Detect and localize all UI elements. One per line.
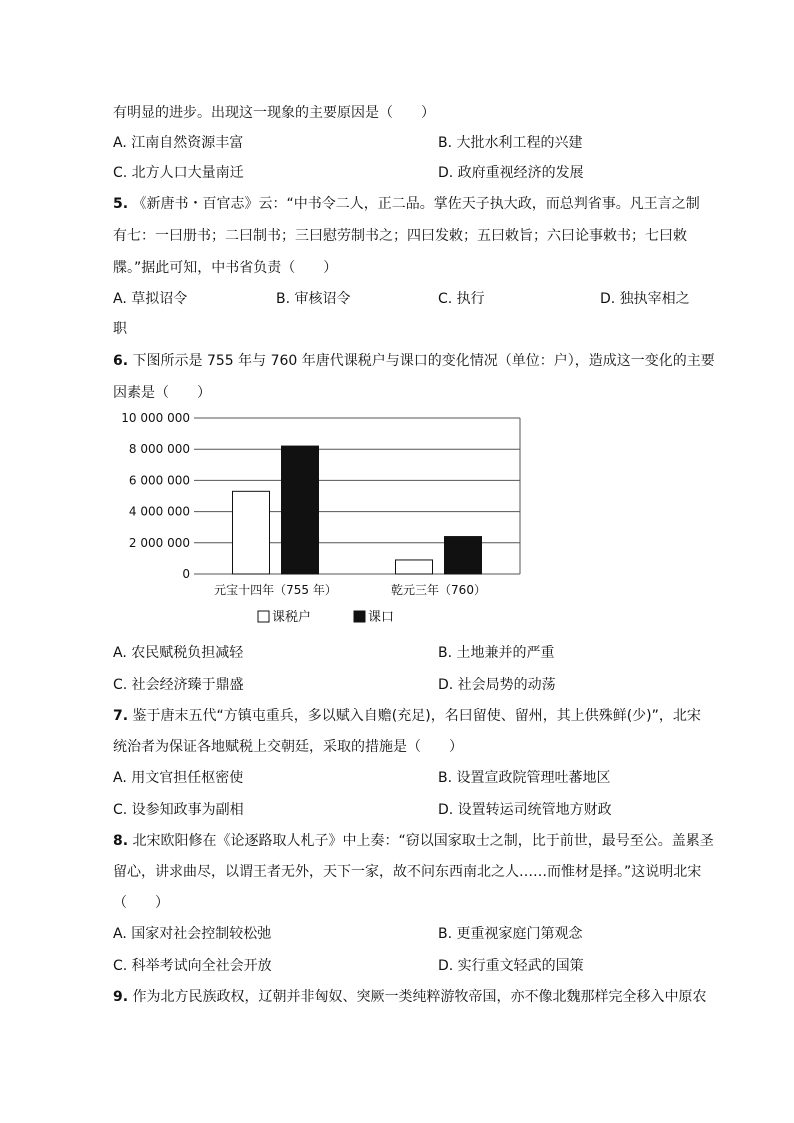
y-tick-label: 2 000 000 [128,535,190,550]
q6-option-d[interactable]: D. 社会局势的动荡 [438,677,556,693]
q6-stem-line1 [113,351,715,371]
q9-number: 9. [113,989,129,1005]
q5-option-a[interactable]: A. 草拟诏令 [113,291,188,307]
legend-label: 课税户 [272,610,312,625]
q5-option-b[interactable]: B. 审核诏令 [276,291,351,307]
q8-option-a[interactable]: A. 国家对社会控制较松弛 [113,926,272,942]
q7-number: 7. [113,708,129,724]
q4-option-d[interactable]: D. 政府重视经济的发展 [438,165,584,181]
legend-label: 课口 [368,610,395,625]
q6-stem-line2: 因素是（ ） [113,385,211,401]
tax-households-bar-chart [110,410,530,635]
legend-swatch [354,611,365,622]
q5-stem-line2: 有七：一曰册书；二曰制书；三曰慰劳制书之；四曰发敕；五曰敕旨；六曰论事敕书；七曰敕 [113,228,687,244]
q6-text-1: 下图所示是 755 年与 760 年唐代课税户与课口的变化情况（单位：户），造成这一变化的主要 [132,353,715,369]
q7-text-1: 鉴于唐末五代“方镇屯重兵，多以赋入自赡(充足)，名曰留使、留州，其上供殊鲜(少)”，北宋 [132,708,701,724]
q7-option-d[interactable]: D. 设置转运司统管地方财政 [438,802,612,818]
q5-text-1: 《新唐书・百官志》云：“中书令二人，正二品。掌佐天子执大政，而总判省事。凡王言之制 [132,196,700,212]
y-tick-label: 10 000 000 [121,411,190,425]
y-tick-label: 0 [182,567,190,581]
q5-number: 5. [113,196,129,212]
y-tick-label: 4 000 000 [128,504,190,519]
q8-text-1: 北宋欧阳修在《论逐路取人札子》中上奏：“窃以国家取士之制，比于前世，最号至公。盖累圣 [132,833,714,849]
bar-0-1 [282,446,319,574]
q8-option-c[interactable]: C. 科举考试向全社会开放 [113,958,272,974]
q5-option-d-wrap: 职 [113,321,127,337]
q8-option-b[interactable]: B. 更重视家庭门第观念 [438,926,583,942]
q8-option-d[interactable]: D. 实行重文轻武的国策 [438,958,584,974]
q4-option-b[interactable]: B. 大批水利工程的兴建 [438,135,583,151]
q5-option-c[interactable]: C. 执行 [438,291,485,307]
chart-bars [233,446,482,574]
x-tick-label: 乾元三年（760） [391,583,486,597]
q5-stem-line3: 牒。”据此可知，中书省负责（ ） [113,260,338,276]
bar-0-0 [233,491,270,574]
q4-stem-tail: 有明显的进步。出现这一现象的主要原因是（ ） [113,105,435,121]
q7-option-c[interactable]: C. 设参知政事为副相 [113,802,244,818]
q6-option-a[interactable]: A. 农民赋税负担减轻 [113,645,244,661]
q9-text-1: 作为北方民族政权，辽朝并非匈奴、突厥一类纯粹游牧帝国，亦不像北魏那样完全移入中原农 [132,989,707,1005]
bar-1-0 [396,560,433,574]
q5-option-d[interactable]: D. 独执宰相之 [600,291,690,307]
q7-stem-line1 [113,706,701,726]
legend-swatch [258,611,269,622]
y-tick-label: 8 000 000 [128,442,190,457]
q8-stem-line3: （ ） [113,895,169,911]
q6-number: 6. [113,353,129,369]
q6-option-b[interactable]: B. 土地兼并的严重 [438,645,555,661]
q8-number: 8. [113,833,129,849]
x-tick-labels [214,582,486,597]
q7-option-a[interactable]: A. 用文官担任枢密使 [113,770,244,786]
q7-stem-line2: 统治者为保证各地赋税上交朝廷，采取的措施是（ ） [113,739,463,755]
chart-legend [258,610,394,625]
y-tick-labels [121,411,190,581]
q4-option-c[interactable]: C. 北方人口大量南迁 [113,165,244,181]
bar-1-1 [445,537,482,574]
q4-option-a[interactable]: A. 江南自然资源丰富 [113,135,244,151]
q8-stem-line1 [113,831,714,851]
y-tick-label: 6 000 000 [128,473,190,488]
x-tick-label: 元宝十四年（755 年） [214,583,337,597]
q5-stem-line1 [113,194,700,214]
q8-stem-line2: 留心，讲求曲尽，以谓王者无外，天下一家，故不问东西南北之人……而惟材是择。”这说明北宋 [113,864,702,880]
q7-option-b[interactable]: B. 设置宣政院管理吐蕃地区 [438,770,611,786]
q9-stem-line1 [113,987,707,1007]
q6-option-c[interactable]: C. 社会经济臻于鼎盛 [113,677,244,693]
